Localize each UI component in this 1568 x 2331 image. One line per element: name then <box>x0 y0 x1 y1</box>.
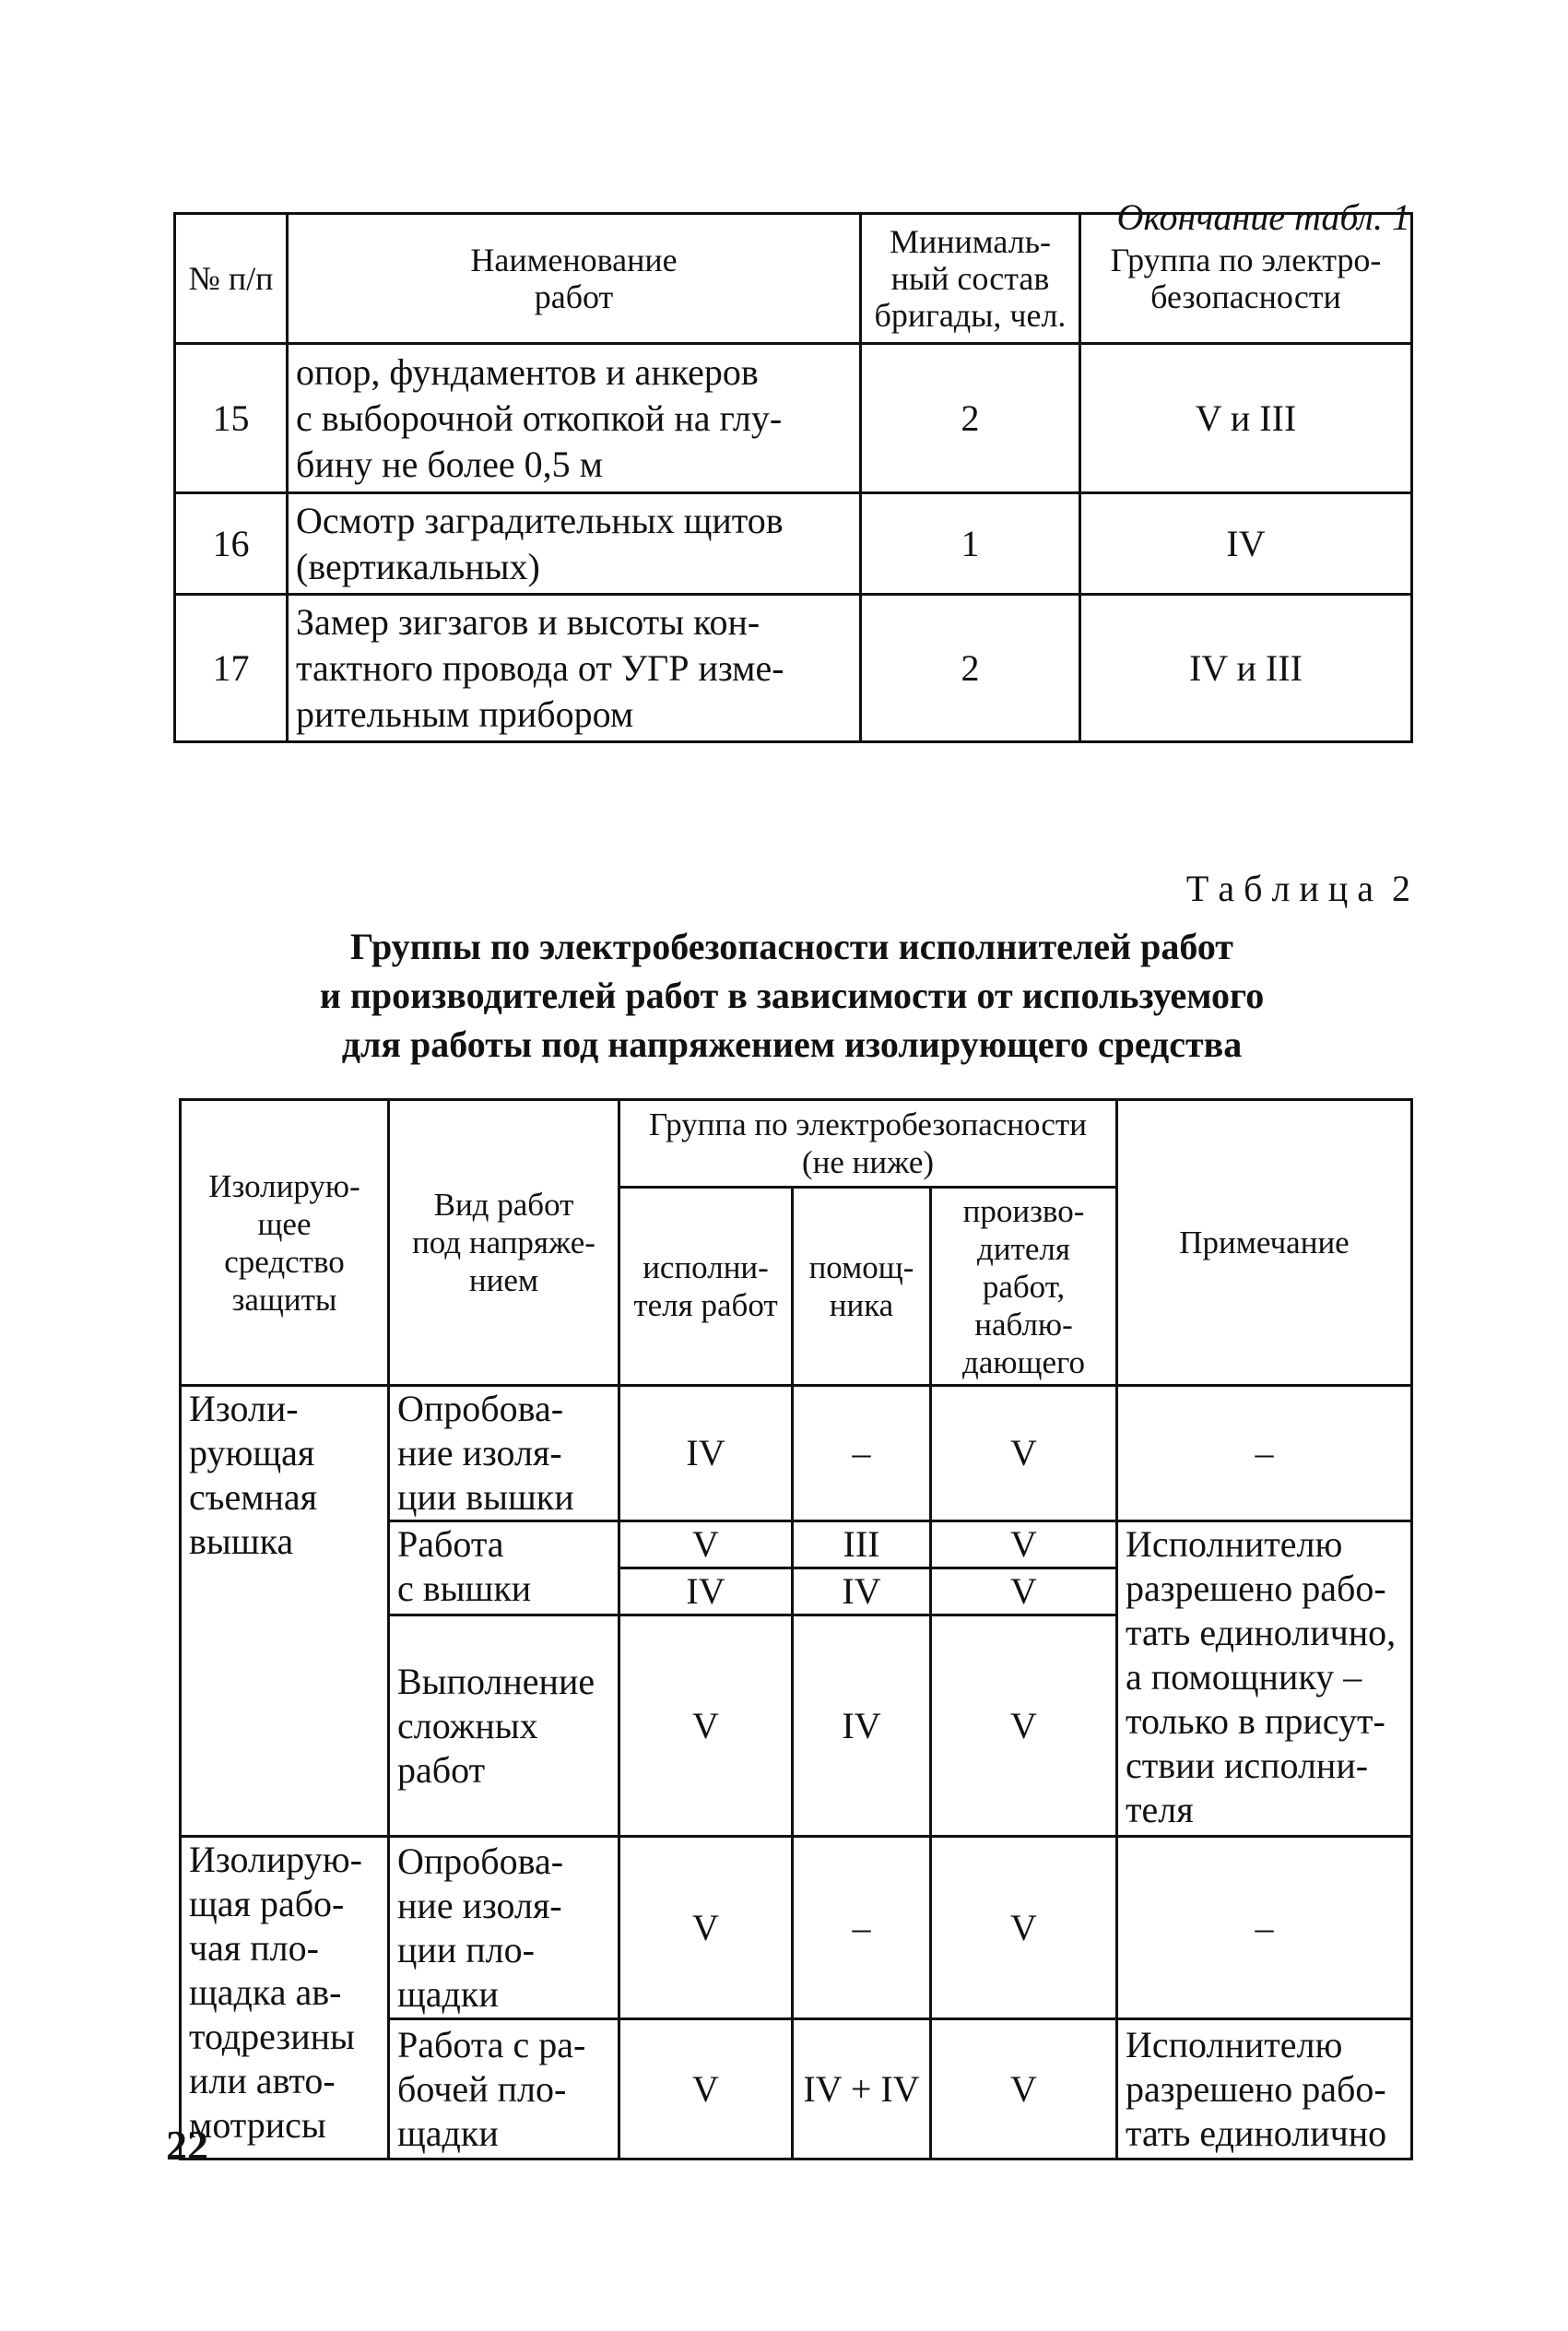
row-work-name: Осмотр заградительных щитов (вертикальных) <box>288 493 861 595</box>
row-executor: IV <box>619 1568 793 1615</box>
title-line: для работы под напряжением изолирующего средства <box>341 1024 1243 1065</box>
row-number: 16 <box>175 493 288 595</box>
row-crew: 2 <box>861 595 1080 742</box>
row-producer: V <box>931 1615 1117 1837</box>
row-work-type: Опробова- ние изоля- ции пло- щадки <box>389 1837 619 2019</box>
table-row <box>181 1386 1412 1521</box>
row-producer: V <box>931 1386 1117 1521</box>
row-assistant: IV <box>793 1615 931 1837</box>
row-crew: 2 <box>861 344 1080 493</box>
header-safety-group: Группа по электробезопасности (не ниже) <box>619 1100 1117 1188</box>
row-number: 15 <box>175 344 288 493</box>
row-producer: V <box>931 2019 1117 2159</box>
row-protective-means: Изолирую- щая рабо- чая пло- щадка ав- тодрезины или авто- мотрисы <box>181 1837 389 2159</box>
row-note: Исполнителю разрешено рабо- тать единолично <box>1117 2019 1412 2159</box>
row-work-type: Выполнение сложных работ <box>389 1615 619 1837</box>
table2 <box>179 1098 1413 2160</box>
row-assistant: – <box>793 1837 931 2019</box>
header-note: Примечание <box>1117 1100 1412 1386</box>
header-protective-means: Изолирую- щее средство защиты <box>181 1100 389 1386</box>
table-row <box>181 1837 1412 2019</box>
row-note: – <box>1117 1386 1412 1521</box>
header-executor: исполни- теля работ <box>619 1188 793 1386</box>
row-executor: V <box>619 1837 793 2019</box>
row-note: Исполнителю разрешено рабо- тать единолично, а помощнику – только в присут- ствии исполни- теля <box>1117 1521 1412 1837</box>
title-line: и производителей работ в зависимости от используемого <box>319 975 1265 1016</box>
row-executor: V <box>619 2019 793 2159</box>
row-work-name: Замер зигзагов и высоты кон- тактного провода от УГР изме- рительным прибором <box>288 595 861 742</box>
table1-caption: Окончание табл. 1 <box>1116 196 1410 238</box>
row-crew: 1 <box>861 493 1080 595</box>
header-min-crew: Минималь- ный состав бригады, чел. <box>861 214 1080 344</box>
row-group: V и III <box>1080 344 1412 493</box>
header-number: № п/п <box>175 214 288 344</box>
row-note: – <box>1117 1837 1412 2019</box>
header-assistant: помощ- ника <box>793 1188 931 1386</box>
table1 <box>173 212 1413 743</box>
row-work-name: опор, фундаментов и анкеров с выборочной откопкой на глу- бину не более 0,5 м <box>288 344 861 493</box>
row-number: 17 <box>175 595 288 742</box>
header-work-type: Вид работ под напряже- нием <box>389 1100 619 1386</box>
row-executor: V <box>619 1615 793 1837</box>
row-group: IV <box>1080 493 1412 595</box>
table-row <box>175 595 1412 742</box>
row-work-type: Работа с ра- бочей пло- щадки <box>389 2019 619 2159</box>
table2-label: Т а б л и ц а 2 <box>1185 868 1410 909</box>
table2-header-row <box>181 1100 1412 1188</box>
header-producer: произво- дителя работ, наблю- дающего <box>931 1188 1117 1386</box>
table2-title <box>173 922 1410 1069</box>
row-producer: V <box>931 1521 1117 1568</box>
title-line: Группы по электробезопасности исполнителей работ <box>350 926 1233 967</box>
row-assistant: III <box>793 1521 931 1568</box>
row-producer: V <box>931 1568 1117 1615</box>
table-row <box>175 344 1412 493</box>
table-row <box>175 493 1412 595</box>
header-work-name: Наименование работ <box>288 214 861 344</box>
row-assistant: – <box>793 1386 931 1521</box>
row-executor: V <box>619 1521 793 1568</box>
table1-header-row <box>175 214 1412 344</box>
page-number: 22 <box>166 2122 208 2169</box>
row-protective-means: Изоли- рующая съемная вышка <box>181 1386 389 1837</box>
header-safety-group: Группа по электро- безопасности <box>1080 214 1412 344</box>
row-assistant: IV + IV <box>793 2019 931 2159</box>
row-work-type: Работа с вышки <box>389 1521 619 1615</box>
row-producer: V <box>931 1837 1117 2019</box>
row-work-type: Опробова- ние изоля- ции вышки <box>389 1386 619 1521</box>
row-assistant: IV <box>793 1568 931 1615</box>
row-group: IV и III <box>1080 595 1412 742</box>
row-executor: IV <box>619 1386 793 1521</box>
